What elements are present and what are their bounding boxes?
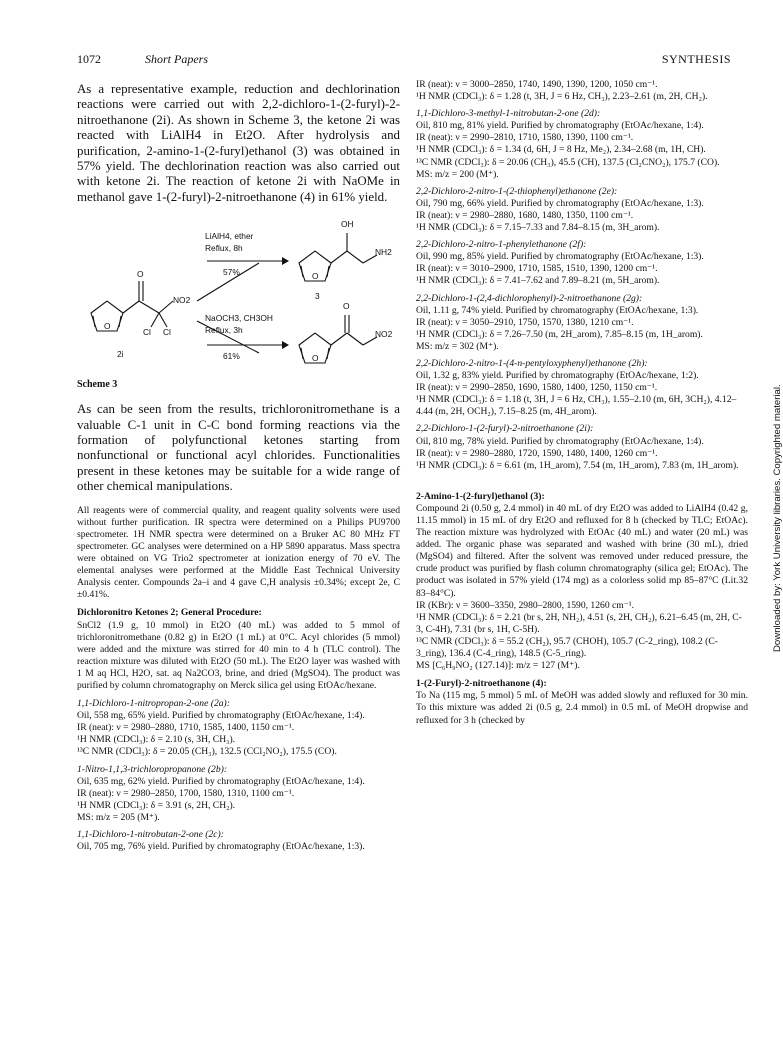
compound-data-line: ¹H NMR (CDCl₃): δ = 3.91 (s, 2H, CH₂). — [77, 799, 236, 811]
section-label: Short Papers — [145, 52, 208, 66]
label-yield-2: 61% — [223, 351, 240, 362]
compound-name: 2,2-Dichloro-2-nitro-1-(4-n-pentyloxyphenyl)ethanone (2h): — [416, 357, 648, 369]
compound-data-line: ¹H NMR (CDCl₃): δ = 7.15–7.33 and 7.84–8.15 (m, 3H_arom). — [416, 222, 660, 234]
side-note — [760, 372, 783, 652]
compound-data-line: IR (neat): ν = 3050–2910, 1750, 1570, 1380, 1210 cm⁻¹. — [416, 316, 634, 328]
intro-paragraph: As a representative example, reduction and dechlorination reactions were carried out with 2,2-dichloro-1-(2-furyl)-2-nitroethanone (2i). As shown in Scheme 3, the ketone 2i was reacted with LiAlH4 in Et2O. After hydrolysis and purification, 2-amino-1-(2-furyl)ethanol (3) was obtained in 57% yield. The dechlorination reaction was also carried out with ketone 2i. The reaction of ketone 2i with NaOMe in methanol gave 1-(2-furyl)-2-nitroethanone (4) in 61% yield. — [77, 82, 400, 204]
compound-data-line: Oil, 705 mg, 76% yield. Purified by chromatography (EtOAc/hexane, 1:3). — [77, 841, 365, 853]
general-procedure-text: SnCl2 (1.9 g, 10 mmol) in Et2O (40 mL) was added to 5 mmol of trichloronitromethane (0.82 g) in Et2O (1 mL) at 0°C. Acyl chlorides (5 mmol) were added and the mixture was stirred for 40 min to 4 h (TLC control). The reaction mixture was diluted with Et2O (50 mL). The Et2O layer was washed with 1 M aq HCl, H2O, sat. aq Na2CO3, brine, and dried (MgSO4). The product was purified by column chromatography on Merck silica gel using EtOAc/hexane. — [77, 619, 400, 691]
compound-data-line: IR (neat): ν = 2980–2880, 1680, 1480, 1350, 1100 cm⁻¹. — [416, 209, 634, 221]
compound-data-line: ¹H NMR (CDCl₃): δ = 6.61 (m, 1H_arom), 7.54 (m, 1H_arom), 7.83 (m, 1H_arom). — [416, 459, 739, 471]
compound-data-line: ¹H NMR (CDCl₃): δ = 2.10 (s, 3H, CH₃). — [77, 734, 236, 746]
page-number: 1072 — [77, 52, 101, 66]
compound-data-line: ¹³C NMR (CDCl₃): δ = 20.05 (CH₃), 132.5 (CCl₂NO₂), 175.5 (CO). — [77, 746, 337, 758]
compound-name: 2,2-Dichloro-2-nitro-1-(2-thiophenyl)ethanone (2e): — [416, 185, 618, 197]
conclusion-paragraph: As can be seen from the results, trichloronitromethane is a valuable C-1 unit in C-C bond forming reactions via the formation of polyfunctional ketones starting from nonfunctional or functional acyl chlorides. Functionalities present in these ketones may be suitable for a wide range of other chemical manipulations. — [77, 402, 400, 494]
journal-name: SYNTHESIS — [661, 52, 731, 66]
amino-data-line: ¹H NMR (CDCl₃): δ = 2.21 (br s, 2H, NH₂), 4.51 (s, 2H, CH₂), 6.21–6.45 (m, 2H, C-3, C-4H), 7.31 (br s, 1H, C-5H). — [416, 611, 742, 635]
compound-data-line: IR (neat): ν = 2980–2850, 1700, 1580, 1310, 1100 cm⁻¹. — [77, 787, 295, 799]
compound-data-line: Oil, 1.11 g, 74% yield. Purified by chromatography (EtOAc/hexane, 1:3). — [416, 304, 699, 316]
label-cl-a: Cl — [143, 327, 151, 338]
label-conditions-2: Reflux, 3h — [205, 325, 243, 336]
compound-data-line: Oil, 558 mg, 65% yield. Purified by chromatography (EtOAc/hexane, 1:4). — [77, 710, 365, 722]
label-o-2i: O — [137, 269, 144, 280]
label-conditions-1: Reflux, 8h — [205, 243, 243, 254]
compound-data-line: ¹H NMR (CDCl₃): δ = 7.41–7.62 and 7.89–8.21 (m, 5H_arom). — [416, 275, 660, 287]
label-reagents-2: NaOCH3, CH3OH — [205, 313, 273, 324]
compound-data-line: IR (neat): ν = 2990–2850, 1690, 1580, 1400, 1250, 1150 cm⁻¹. — [416, 382, 658, 394]
compound-data-line: Oil, 810 mg, 78% yield. Purified by chromatography (EtOAc/hexane, 1:4). — [416, 435, 704, 447]
amino-title: 2-Amino-1-(2-furyl)ethanol (3): — [416, 490, 545, 502]
label-nh2-3: NH2 — [375, 247, 392, 258]
compound-data-line: ¹H NMR (CDCl₃): δ = 1.28 (t, 3H, J = 6 Hz, CH₃), 2.23–2.61 (m, 2H, CH₂). — [416, 91, 708, 103]
compound-data-line: Oil, 990 mg, 85% yield. Purified by chromatography (EtOAc/hexane, 1:3). — [416, 251, 704, 263]
general-procedure-title: Dichloronitro Ketones 2; General Procedure: — [77, 607, 262, 619]
scheme-caption: Scheme 3 — [77, 379, 118, 391]
label-ring-o-3: O — [312, 271, 319, 282]
left-column — [77, 82, 400, 858]
label-no2-2i: NO2 — [173, 295, 191, 306]
label-ring-o-4: O — [312, 353, 319, 364]
compound-data-line: IR (neat): ν = 2980–2880, 1710, 1585, 1400, 1150 cm⁻¹. — [77, 722, 295, 734]
amino-data-lines — [416, 600, 748, 673]
amino-data-line: MS [C₆H₉NO₂ (127.14)]: m/z = 127 (M⁺). — [416, 660, 580, 672]
compound-data-line: IR (neat): ν = 3000–2850, 1740, 1490, 1390, 1200, 1050 cm⁻¹. — [416, 79, 658, 90]
amino-data-line: IR (KBr): ν = 3600–3350, 2980–2800, 1590, 1260 cm⁻¹. — [416, 599, 635, 611]
compound-data-line: MS: m/z = 205 (M⁺). — [77, 811, 160, 823]
compound-name: 1-Nitro-1,1,3-trichloropropanone (2b): — [77, 763, 228, 775]
nitro-text: To Na (115 mg, 5 mmol) 5 mL of MeOH was added slowly and refluxed for 30 min. To this mixture was added 2i (0.5 g, 2.4 mmol) in 0.5 mL of MeOH dropwise and refluxed for 3 h (checked by — [416, 690, 748, 726]
compound-name: 2,2-Dichloro-2-nitro-1-phenylethanone (2f): — [416, 239, 587, 251]
compound-data-line: ¹H NMR (CDCl₃): δ = 1.34 (d, 6H, J = 8 Hz, Me₂), 2.34–2.68 (m, 1H, CH). — [416, 144, 706, 156]
right-compound-list — [416, 79, 748, 477]
compound-name: 1,1-Dichloro-1-nitrobutan-2-one (2c): — [77, 829, 224, 841]
compound-data-line: ¹H NMR (CDCl₃): δ = 1.18 (t, 3H, J = 6 Hz, CH₃), 1.55–2.10 (m, 6H, 3CH₂), 4.12–4.44 (m, 2H, OCH₂), 7.15–8.25 (m, 4H_arom). — [416, 394, 737, 418]
compound-data-line: MS: m/z = 302 (M⁺). — [416, 340, 499, 352]
compound-name: 2,2-Dichloro-1-(2-furyl)-2-nitroethanone (2i): — [416, 423, 594, 435]
reaction-scheme — [77, 213, 400, 373]
compound-name: 1,1-Dichloro-3-methyl-1-nitrobutan-2-one (2d): — [416, 108, 601, 120]
label-ring-o-2i: O — [104, 321, 111, 332]
compound-name: 1,1-Dichloro-1-nitropropan-2-one (2a): — [77, 698, 230, 710]
nitro-title: 1-(2-Furyl)-2-nitroethanone (4): — [416, 678, 547, 690]
running-header — [77, 52, 731, 68]
compound-data-line: Oil, 810 mg, 81% yield. Purified by chromatography (EtOAc/hexane, 1:4). — [416, 120, 704, 132]
right-column — [416, 79, 748, 727]
label-cl-b: Cl — [163, 327, 171, 338]
label-compound-3: 3 — [315, 291, 320, 302]
compound-data-line: Oil, 635 mg, 62% yield. Purified by chromatography (EtOAc/hexane, 1:4). — [77, 775, 365, 787]
compound-data-line: MS: m/z = 200 (M⁺). — [416, 168, 499, 180]
label-no2-4: NO2 — [375, 329, 393, 340]
copyright-note: Downloaded by: York University libraries. Copyrighted material. — [772, 384, 783, 652]
amino-data-line: ¹³C NMR (CDCl₃): δ = 55.2 (CH₂), 95.7 (CHOH), 105.7 (C-2_ring), 108.2 (C-3_ring), 136.4 (C-4_ring), 148.5 (C-5_ring). — [416, 635, 718, 660]
compound-data-line: Oil, 1.32 g, 83% yield. Purified by chromatography (EtOAc/hexane, 1:2). — [416, 370, 699, 382]
compound-data-line: ¹³C NMR (CDCl₃): δ = 20.06 (CH₃), 45.5 (CH), 137.5 (Cl₂CNO₂), 175.7 (CO). — [416, 156, 720, 168]
compound-data-line: IR (neat): ν = 3010–2900, 1710, 1585, 1510, 1390, 1200 cm⁻¹. — [416, 263, 658, 275]
label-oh-3: OH — [341, 219, 354, 230]
experimental-paragraph: All reagents were of commercial quality, and reagent quality solvents were used without further purification. IR spectra were determined on a Philips PU9700 spectrometer. 1H NMR spectra were determined on a Bruker AC 80 MHz FT spectrometer. GC analyses were determined on a HP 5890 apparatus. Mass spectra were obtained on VG Trio2 spectrometer at ionization energy of 70 eV. The elemental analyses were performed at the Middle East Technical University Analysis center. Compounds 2a–i and 4 gave C,H analysis ±0.34%; except 2e, C ±0.41%. — [77, 504, 400, 601]
compound-data-line: Oil, 790 mg, 66% yield. Purified by chromatography (EtOAc/hexane, 1:3). — [416, 197, 704, 209]
compound-data-line: ¹H NMR (CDCl₃): δ = 7.26–7.50 (m, 2H_arom), 7.85–8.15 (m, 1H_arom). — [416, 328, 703, 340]
compound-data-line: IR (neat): ν = 2990–2810, 1710, 1580, 1390, 1100 cm⁻¹. — [416, 132, 634, 144]
compound-name: 2,2-Dichloro-1-(2,4-dichlorophenyl)-2-nitroethanone (2g): — [416, 292, 643, 304]
label-compound-2i: 2i — [117, 349, 124, 360]
amino-text: Compound 2i (0.50 g, 2.4 mmol) in 40 mL of dry Et2O was added to LiAlH4 (0.42 g, 11.15 mmol) in 15 mL of dry Et2O and refluxed for 8 h (checked by TLC; EtOAc). The reaction mixture was hydrolyzed with EtOAc (40 mL) and water (20 mL) was added. The organic phase was separated and washed with brine (30 mL), dried (MgSO4) and filtered. After the solvent was removed under reduced pressure, the crude product was purified by flash column chromatography (silica gel; EtOAc). The product was isolated in 57% yield (174 mg) as a colorless solid mp 85–87°C (Lit.32 83–84°C). — [416, 502, 748, 599]
label-reagents-1: LiAlH4, ether — [205, 231, 254, 242]
compound-data-line: IR (neat): ν = 2980–2880, 1720, 1590, 1480, 1400, 1260 cm⁻¹. — [416, 447, 658, 459]
left-compound-list — [77, 698, 400, 858]
label-yield-1: 57% — [223, 267, 240, 278]
label-o-4: O — [343, 301, 350, 312]
